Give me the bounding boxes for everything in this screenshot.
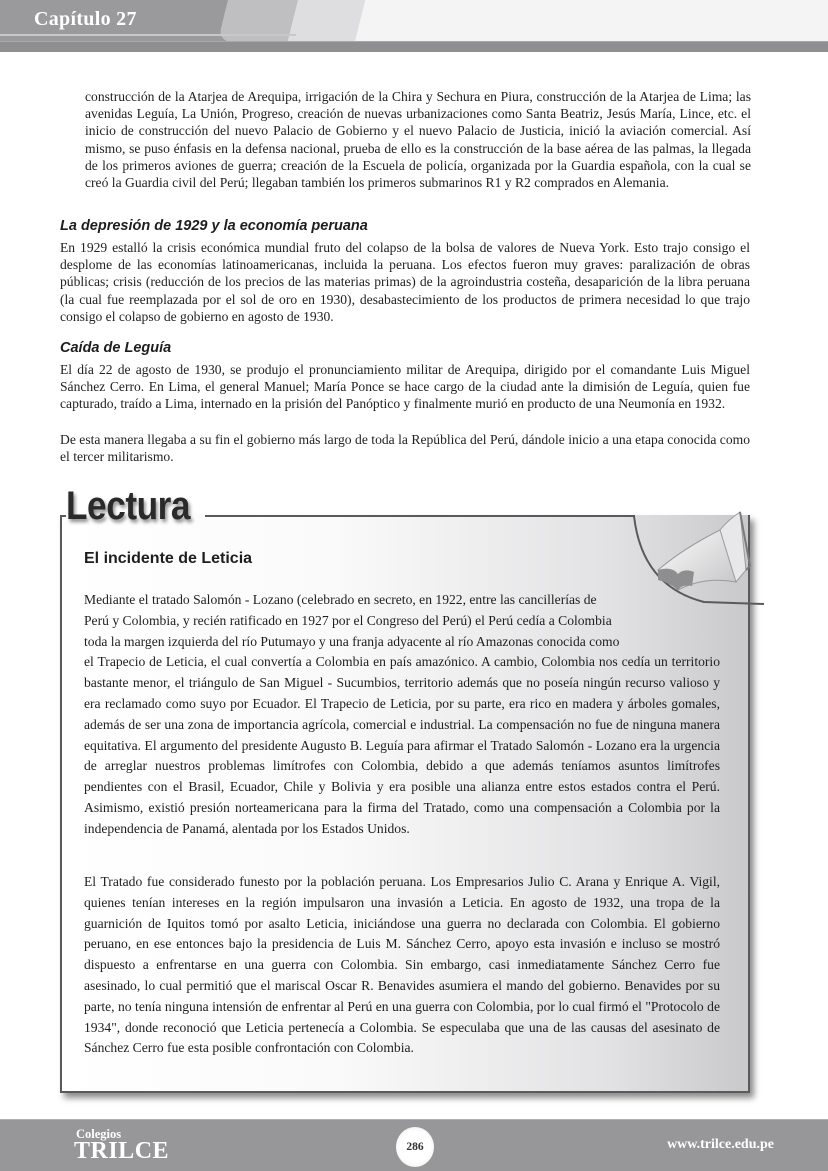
reading-line: Perú y Colombia, y recién ratificado en 1927 por el Congreso del Perú) el Perú cedía a Colombia [84,612,612,628]
section-heading-caida: Caída de Leguía [60,340,172,356]
reading-line: toda la margen izquierda del río Putumayo y una franja adyacente al río Amazonas conocida como [84,633,620,649]
reading-box-top-border [205,515,635,517]
header-decoration-light [343,0,828,42]
reading-title: El incidente de Leticia [84,550,253,567]
header-bottom-strip [0,41,828,52]
chapter-label: Capítulo 27 [34,8,137,30]
section-heading-depresion: La depresión de 1929 y la economía peruana [60,218,368,234]
page-footer [0,1119,828,1171]
brand-logo: TRILCE [74,1138,170,1164]
reading-paragraph-1 [84,590,720,840]
website-link[interactable]: www.trilce.edu.pe [667,1137,774,1152]
page-number-badge [396,1127,434,1167]
chapter-underline [0,34,296,36]
header-decoration-mid [285,0,365,42]
brand-small: Colegios [76,1127,122,1141]
intro-paragraph: construcción de la Atarjea de Arequipa, irrigación de la Chira y Sechura en Piura, construcción de la Atarjea de Lima; las avenidas Leguía, La Unión, Progreso, creación de nuevas urbanizaciones como Santa Beatriz, Jesús María, Lince, etc. el inicio de construcción del nuevo Palacio de Gobierno y el nuevo Palacio de Justicia, inició la aviación comercial. Así mismo, se puso énfasis en la defensa nacional, prueba de ello es la construcción de la base aérea de las palmas, la llegada de los primeros aviones de guerra; creación de la Escuela de policía, organizada por la Guardia española, con la cual se creó la Guardia civil del Perú; llegaban también los primeros submarinos R1 y R2 comprados en Alemania. [85,89,751,191]
reading-line: Mediante el tratado Salomón - Lozano (celebrado en secreto, en 1922, entre las cancillerías de [84,592,597,607]
reading-label: Lectura [66,484,191,528]
section-paragraph: El día 22 de agosto de 1930, se produjo el pronunciamiento militar de Arequipa, dirigido por el comandante Luis Miguel Sánchez Cerro. En Lima, el general Manuel; María Ponce se hace cargo de la ciudad ante la dimisión de Leguía, quien fue capturado, traído a Lima, internado en la prisión del Panóptico y finalmente murió en producto de una Neumonía en 1932. [60,362,750,412]
section-paragraph: En 1929 estalló la crisis económica mundial fruto del colapso de la bolsa de valores de Nueva York. Esto trajo consigo el desplome de las economías latinoamericanas, incluida la peruana. Los efectos fueron muy graves: paralización de obras públicas; crisis (reducción de los precios de las materias primas) de la agroindustria costeña, desaparición de la libra peruana (la cual fue reemplazada por el sol de oro en 1930), desabastecimiento de los productos de primera necesidad lo que trajo consigo el colapso de gobierno en agosto de 1930. [60,240,750,324]
page-header [0,0,828,52]
reading-text: el Trapecio de Leticia, el cual convertía a Colombia en país amazónico. A cambio, Colombia nos cedía un territorio bastante menor, el triángulo de San Miguel - Sucumbios, territorio además que no poseía ningún recurso valioso y era reclamado como suyo por Ecuador. El Trapecio de Leticia, por su parte, era rico en madera y árboles gomales, además de ser una zona de importancia agrícola, comercial e industrial. La compensación no fue de ninguna manera equitativa. El argumento del presidente Augusto B. Leguía para afirmar el Tratado Salomón - Lozano era la urgencia de arreglar nuestros problemas limítrofes con Colombia, debido a que además teníamos asuntos limítrofes pendientes con el Brasil, Ecuador, Chile y Bolivia y era posible una alianza entre estos estados contra el Perú. Asimismo, existió presión norteamericana para la firma del Tratado, como una compensación a Colombia por la independencia de Panamá, alentada por los Estados Unidos. [84,654,720,836]
page-number: 286 [406,1141,424,1153]
section-paragraph: De esta manera llegaba a su fin el gobierno más largo de toda la República del Perú, dándole inicio a una etapa conocida como el tercer militarismo. [60,432,750,465]
reading-paragraph-2: El Tratado fue considerado funesto por la población peruana. Los Empresarios Julio C. Arana y Enrique A. Vigil, quienes tenían intereses en la región impulsaron una invasión a Leticia. En agosto de 1932, una tropa de la guarnición de Iquitos tomó por asalto Leticia, iniciándose una guerra no declarada con Colombia. El gobierno peruano, en ese entonces bajo la presidencia de Luis M. Sánchez Cerro, apoyo esta invasión e incluso se mostró dispuesto a enfrentarse en una guerra con Colombia. Sin embargo, casi inmediatamente Sánchez Cerro fue asesinado, lo cual permitió que el mariscal Oscar R. Benavides asumiera el mando del gobierno. Benavides por su parte, no tenía ninguna intensión de enfrentar al Perú en una guerra con Colombia, por lo cual firmó el "Protocolo de 1934", donde reconoció que Leticia pertenecía a Colombia. Se especulaba que una de las causas del asesinato de Sánchez Cerro fue esta posible confrontación con Colombia. [84,874,720,1056]
